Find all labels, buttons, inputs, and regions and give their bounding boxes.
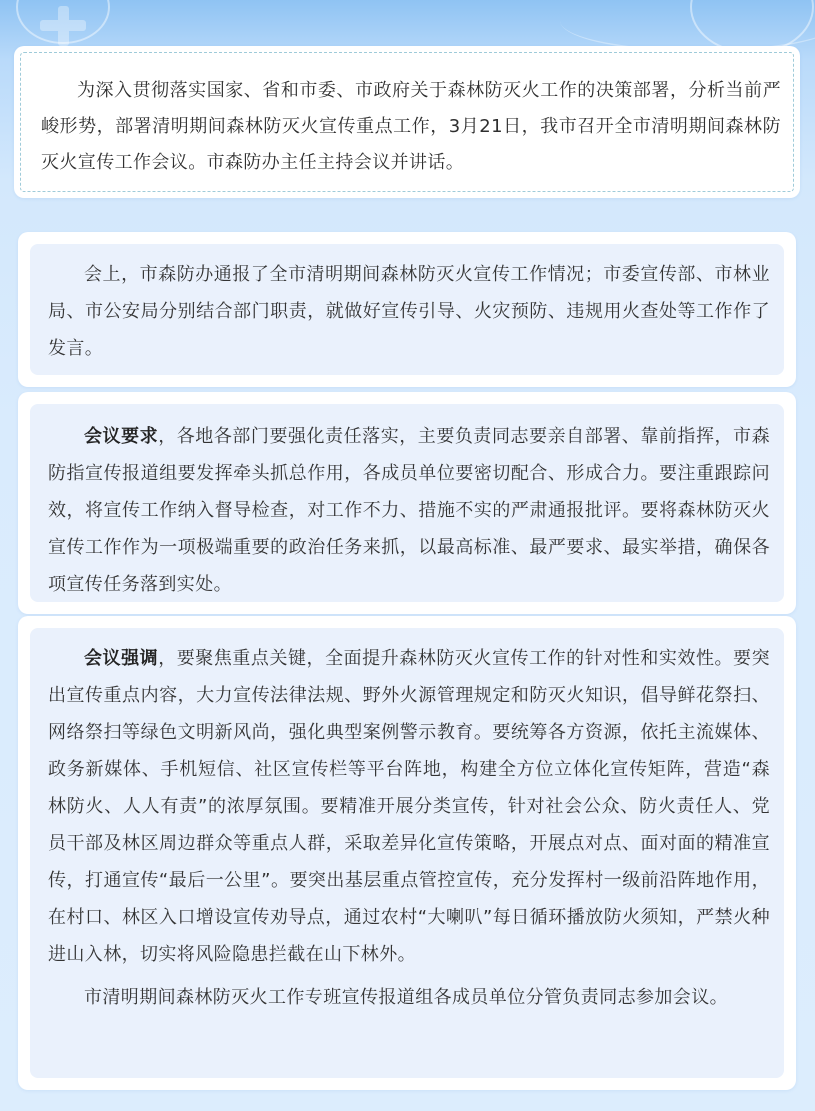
section-panel	[30, 404, 784, 602]
emphasis-paragraph	[48, 640, 770, 973]
section-card-emphasis	[18, 616, 796, 1090]
section-card-report	[18, 232, 796, 387]
section-panel	[30, 244, 784, 375]
intro-dashed-frame	[20, 52, 794, 192]
requirements-lead: 会议要求	[84, 426, 159, 447]
medical-cross-icon	[34, 6, 92, 46]
section-card-requirements	[18, 392, 796, 614]
intro-paragraph: 为深入贯彻落实国家、省和市委、市政府关于森林防灭火工作的决策部署，分析当前严峻形势，部署清明期间森林防灭火宣传重点工作，3月21日，我市召开全市清明期间森林防灭火宣传工作会议。市森防办主任主持会议并讲话。	[41, 80, 781, 173]
emphasis-text: ，要聚焦重点关键，全面提升森林防灭火宣传工作的针对性和实效性。要突出宣传重点内容，大力宣传法律法规、野外火源管理规定和防灭火知识，倡导鲜花祭扫、网络祭扫等绿色文明新风尚，强化典型案例警示教育。要统筹各方资源，依托主流媒体、政务新媒体、手机短信、社区宣传栏等平台阵地，构建全方位立体化宣传矩阵，营造“森林防火、人人有责”的浓厚氛围。要精准开展分类宣传，针对社会公众、防火责任人、党员干部及林区周边群众等重点人群，采取差异化宣传策略，开展点对点、面对面的精准宣传，打通宣传“最后一公里”。要突出基层重点管控宣传，充分发挥村一级前沿阵地作用，在村口、林区入口增设宣传劝导点，通过农村“大喇叭”每日循环播放防火须知，严禁火种进山入林，切实将风险隐患拦截在山下林外。	[48, 648, 770, 965]
attendees-paragraph: 市清明期间森林防灭火工作专班宣传报道组各成员单位分管负责同志参加会议。	[84, 987, 728, 1008]
requirements-paragraph	[48, 418, 770, 603]
section-panel	[30, 628, 784, 1078]
report-paragraph: 会上，市森防办通报了全市清明期间森林防灭火宣传工作情况；市委宣传部、市林业局、市公安局分别结合部门职责，就做好宣传引导、火灾预防、违规用火查处等工作作了发言。	[48, 264, 770, 359]
emphasis-lead: 会议强调	[84, 648, 159, 669]
requirements-text: ，各地各部门要强化责任落实，主要负责同志要亲自部署、靠前指挥，市森防指宣传报道组要发挥牵头抓总作用，各成员单位要密切配合、形成合力。要注重跟踪问效，将宣传工作纳入督导检查，对工作不力、措施不实的严肃通报批评。要将森林防灭火宣传工作作为一项极端重要的政治任务来抓，以最高标准、最严要求、最实举措，确保各项宣传任务落到实处。	[48, 426, 770, 595]
intro-card	[14, 46, 800, 198]
